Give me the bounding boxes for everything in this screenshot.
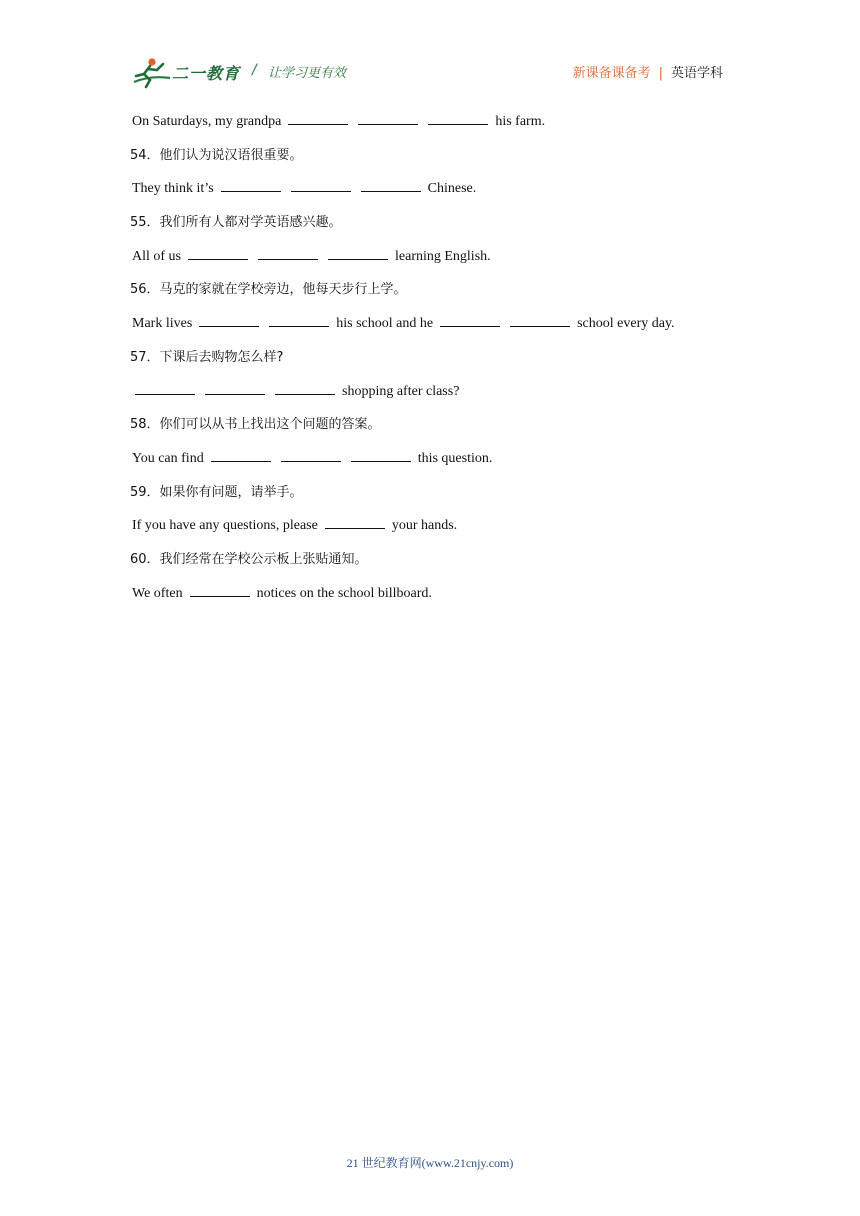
answer-blank <box>291 177 351 192</box>
answer-line <box>130 514 730 548</box>
sentence-text: school every day. <box>577 316 675 332</box>
tag-subject: 英语学科 <box>670 66 723 81</box>
tag-course-prep: 新课备课备考 <box>572 66 651 81</box>
answer-line <box>130 312 730 346</box>
exercise-content <box>130 110 730 615</box>
answer-blank <box>258 245 318 260</box>
logo-text: 二一教育 <box>172 64 241 83</box>
sentence-text: shopping after class? <box>342 383 460 399</box>
answer-blank <box>428 110 488 125</box>
slogan: 让学习更有效 <box>268 66 347 81</box>
answer-line <box>130 245 730 279</box>
question-prompt: 57．下课后去购物怎么样? <box>130 349 284 365</box>
sentence-text: your hands. <box>391 518 458 534</box>
sentence-text: They think it’s <box>132 181 214 197</box>
sentence-text: his farm. <box>495 114 546 129</box>
answer-blank <box>351 447 411 462</box>
sentence-text: We often <box>132 585 183 601</box>
sentence-text: You can find <box>132 450 204 466</box>
question-prompt: 55．我们所有人都对学英语感兴趣。 <box>130 215 342 231</box>
answer-blank <box>275 380 335 395</box>
question-prompt: 59．如果你有问题，请举手。 <box>130 484 303 500</box>
answer-blank <box>288 110 348 125</box>
header-slash: / <box>252 62 257 78</box>
answer-blank <box>221 177 281 192</box>
page-header <box>0 0 860 100</box>
answer-blank <box>358 110 418 125</box>
sentence-text: his school and he <box>336 316 434 332</box>
sentence-text: All of us <box>132 248 181 264</box>
answer-blank <box>190 582 250 597</box>
answer-line <box>130 110 730 144</box>
header-tags <box>573 62 723 81</box>
sentence-text: notices on the school billboard. <box>256 585 432 601</box>
sentence-text: Chinese. <box>427 181 477 197</box>
answer-blank <box>510 312 570 327</box>
page-footer: 21 世纪教育网(www.21cnjy.com) <box>346 1156 514 1170</box>
answer-line <box>130 447 730 481</box>
answer-blank <box>361 177 421 192</box>
answer-line <box>130 380 730 414</box>
sentence-text: On Saturdays, my grandpa <box>132 114 282 129</box>
answer-line <box>130 177 730 211</box>
sentence-text: If you have any questions, please <box>132 518 318 534</box>
answer-line <box>130 582 730 616</box>
header-separator: | <box>658 66 663 81</box>
answer-blank <box>325 514 385 529</box>
sentence-text: learning English. <box>395 248 491 264</box>
answer-blank <box>135 380 195 395</box>
question-prompt: 58．你们可以从书上找出这个问题的答案。 <box>130 417 381 433</box>
answer-blank <box>281 447 341 462</box>
answer-blank <box>188 245 248 260</box>
answer-blank <box>205 380 265 395</box>
question-prompt: 54．他们认为说汉语很重要。 <box>130 147 303 163</box>
answer-blank <box>199 312 259 327</box>
answer-blank <box>440 312 500 327</box>
answer-blank <box>211 447 271 462</box>
question-prompt: 56．马克的家就在学校旁边，他每天步行上学。 <box>130 282 407 298</box>
question-prompt: 60．我们经常在学校公示板上张贴通知。 <box>130 551 368 567</box>
answer-blank <box>269 312 329 327</box>
sentence-text: this question. <box>417 450 493 466</box>
answer-blank <box>328 245 388 260</box>
sentence-text: Mark lives <box>132 316 193 332</box>
